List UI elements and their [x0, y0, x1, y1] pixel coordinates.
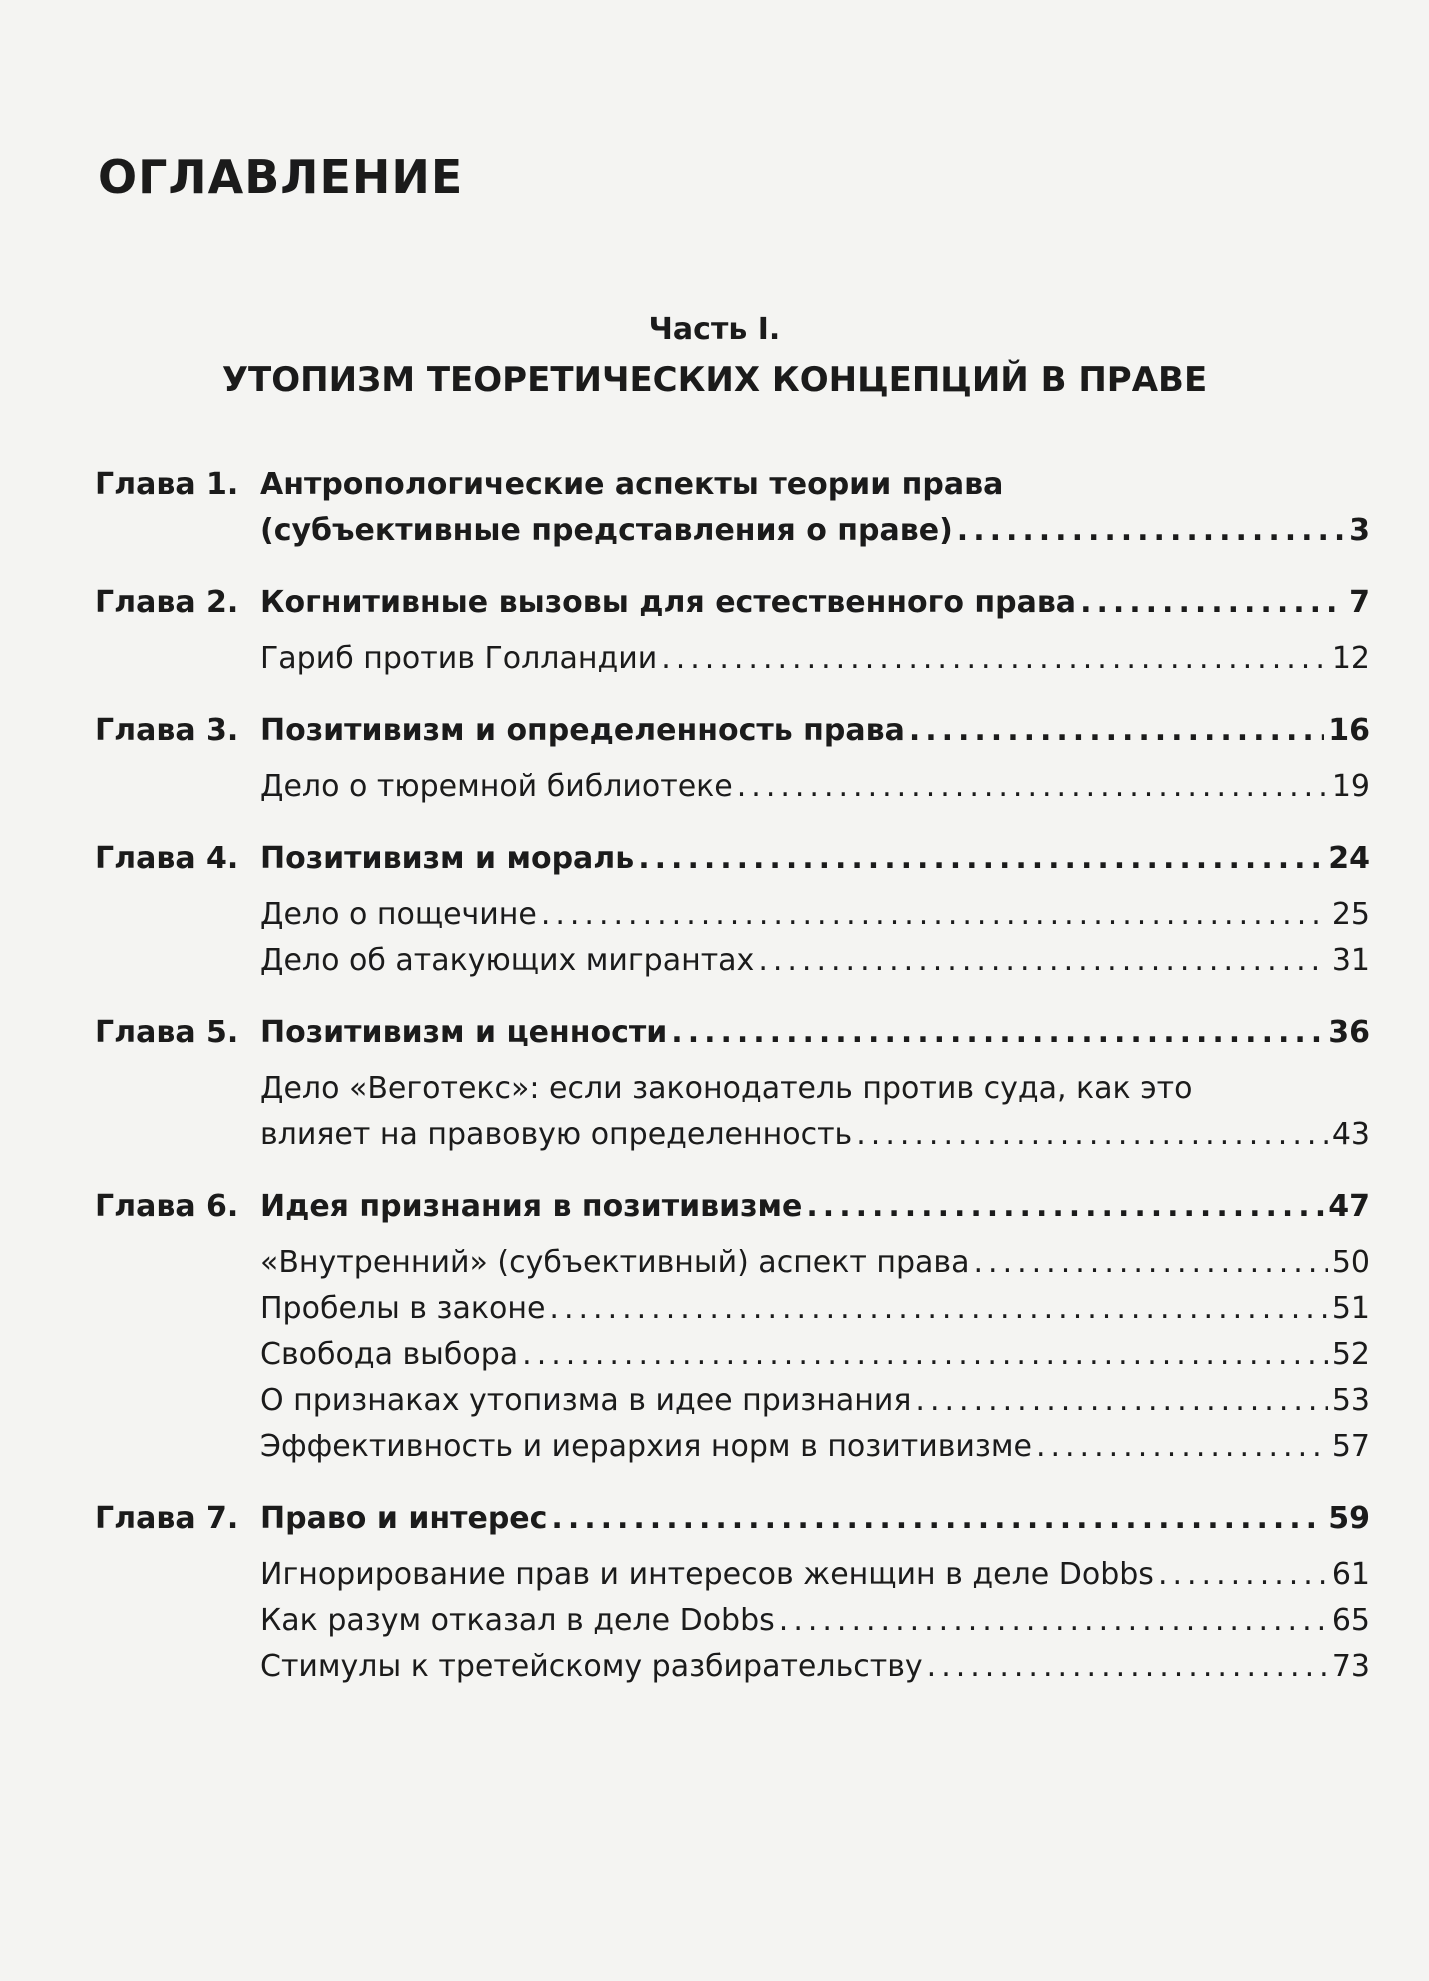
page-number: 24 [1328, 841, 1370, 876]
dot-leader [909, 708, 1324, 754]
dot-leader [551, 1496, 1324, 1542]
page-number: 59 [1328, 1501, 1370, 1536]
toc-line[interactable] [260, 1552, 1370, 1598]
chapter-number: Глава 3. [95, 713, 239, 748]
chapter-4 [95, 836, 1370, 984]
page-number: 25 [1331, 897, 1370, 932]
toc-line[interactable] [260, 1598, 1370, 1644]
toc-line[interactable] [260, 892, 1370, 938]
section-title-line1: Дело «Веготекс»: если законодатель против суда, как это [260, 1071, 1193, 1106]
dot-leader [927, 1644, 1328, 1690]
toc-line[interactable] [260, 1240, 1370, 1286]
page-number: 43 [1331, 1117, 1370, 1152]
chapter-number: Глава 4. [95, 841, 239, 876]
page-number: 19 [1331, 769, 1370, 804]
dot-leader [671, 1010, 1324, 1056]
chapter-number: Глава 5. [95, 1015, 239, 1050]
page-number: 51 [1331, 1291, 1370, 1326]
chapter-body [260, 462, 1370, 554]
dot-leader [638, 836, 1324, 882]
page-title: ОГЛАВЛЕНИЕ [98, 150, 464, 204]
chapter-number: Глава 2. [95, 585, 239, 620]
toc-line[interactable] [260, 508, 1370, 554]
chapter-title: Позитивизм и мораль [260, 841, 635, 876]
page-number: 53 [1331, 1383, 1370, 1418]
toc-line[interactable] [260, 1010, 1370, 1056]
dot-leader [779, 1598, 1328, 1644]
section-title: Дело о тюремной библиотеке [260, 769, 733, 804]
chapter-number: Глава 1. [95, 467, 239, 502]
chapter-body [260, 836, 1370, 984]
dot-leader [737, 764, 1328, 810]
toc-line [260, 1112, 1370, 1158]
dot-leader [549, 1286, 1327, 1332]
chapter-title: Позитивизм и определенность права [260, 713, 905, 748]
section-title: Игнорирование прав и интересов женщин в деле Dobbs [260, 1557, 1154, 1592]
dot-leader [1036, 1424, 1328, 1470]
dot-leader [522, 1332, 1328, 1378]
chapter-3 [95, 708, 1370, 810]
page-number: 36 [1328, 1015, 1370, 1050]
chapter-body [260, 1010, 1370, 1158]
toc-line[interactable] [260, 1378, 1370, 1424]
section-title: Как разум отказал в деле Dobbs [260, 1603, 775, 1638]
chapter-2 [95, 580, 1370, 682]
toc-line[interactable] [260, 764, 1370, 810]
dot-leader [1080, 580, 1345, 626]
page-number: 52 [1331, 1337, 1370, 1372]
page-number: 57 [1331, 1429, 1370, 1464]
chapter-title-line1[interactable]: Антропологические аспекты теории права [260, 467, 1004, 502]
chapter-title: Идея признания в позитивизме [260, 1189, 803, 1224]
section-title: Пробелы в законе [260, 1291, 546, 1326]
chapter-title: Позитивизм и ценности [260, 1015, 668, 1050]
page-number: 61 [1331, 1557, 1370, 1592]
dot-leader [806, 1184, 1324, 1230]
toc-line[interactable] [260, 836, 1370, 882]
section-title: Эффективность и иерархия норм в позитивизме [260, 1429, 1032, 1464]
section-title: Стимулы к третейскому разбирательству [260, 1649, 923, 1684]
toc-line[interactable] [260, 1644, 1370, 1690]
chapter-body [260, 580, 1370, 682]
toc-line[interactable] [260, 1184, 1370, 1230]
section-title: «Внутренний» (субъективный) аспект права [260, 1245, 970, 1280]
section-title: Дело о пощечине [260, 897, 537, 932]
page-number: 7 [1349, 585, 1370, 620]
chapter-body [260, 1496, 1370, 1690]
toc-line[interactable] [260, 580, 1370, 626]
dot-leader [856, 1112, 1328, 1158]
chapter-title: Право и интерес [260, 1501, 548, 1536]
section-title: Свобода выбора [260, 1337, 519, 1372]
part-label: Часть I. [648, 312, 781, 347]
page-number: 3 [1349, 513, 1370, 548]
chapter-body [260, 708, 1370, 810]
section-multiline[interactable] [260, 1066, 1370, 1158]
toc-line[interactable] [260, 636, 1370, 682]
page-number: 12 [1331, 641, 1370, 676]
part-title: УТОПИЗМ ТЕОРЕТИЧЕСКИХ КОНЦЕПЦИЙ В ПРАВЕ [221, 360, 1208, 400]
dot-leader [758, 938, 1328, 984]
table-of-contents [95, 462, 1370, 1716]
dot-leader [957, 508, 1345, 554]
toc-line[interactable] [260, 1332, 1370, 1378]
toc-line[interactable] [260, 1496, 1370, 1542]
dot-leader [1158, 1552, 1328, 1598]
page-number: 73 [1331, 1649, 1370, 1684]
chapter-6 [95, 1184, 1370, 1470]
section-title: Дело об атакующих мигрантах [260, 943, 755, 978]
chapter-title-line2: (субъективные представления о праве) [260, 513, 953, 548]
chapter-title: Когнитивные вызовы для естественного права [260, 585, 1077, 620]
page-number: 47 [1328, 1189, 1370, 1224]
dot-leader [915, 1378, 1327, 1424]
section-title: О признаках утопизма в идее признания [260, 1383, 912, 1418]
section-title: Гариб против Голландии [260, 641, 658, 676]
chapter-7 [95, 1496, 1370, 1690]
toc-line[interactable] [260, 938, 1370, 984]
dot-leader [541, 892, 1328, 938]
chapter-body [260, 1184, 1370, 1470]
page-number: 31 [1331, 943, 1370, 978]
chapter-1 [95, 462, 1370, 554]
section-title-line2: влияет на правовую определенность [260, 1117, 853, 1152]
page-number: 16 [1328, 713, 1370, 748]
toc-line[interactable] [260, 708, 1370, 754]
toc-line[interactable] [260, 1424, 1370, 1470]
chapter-number: Глава 6. [95, 1189, 239, 1224]
chapter-number: Глава 7. [95, 1501, 239, 1536]
page-number: 65 [1331, 1603, 1370, 1638]
toc-line[interactable] [260, 1286, 1370, 1332]
page-number: 50 [1331, 1245, 1370, 1280]
chapter-5 [95, 1010, 1370, 1158]
dot-leader [661, 636, 1328, 682]
dot-leader [974, 1240, 1328, 1286]
